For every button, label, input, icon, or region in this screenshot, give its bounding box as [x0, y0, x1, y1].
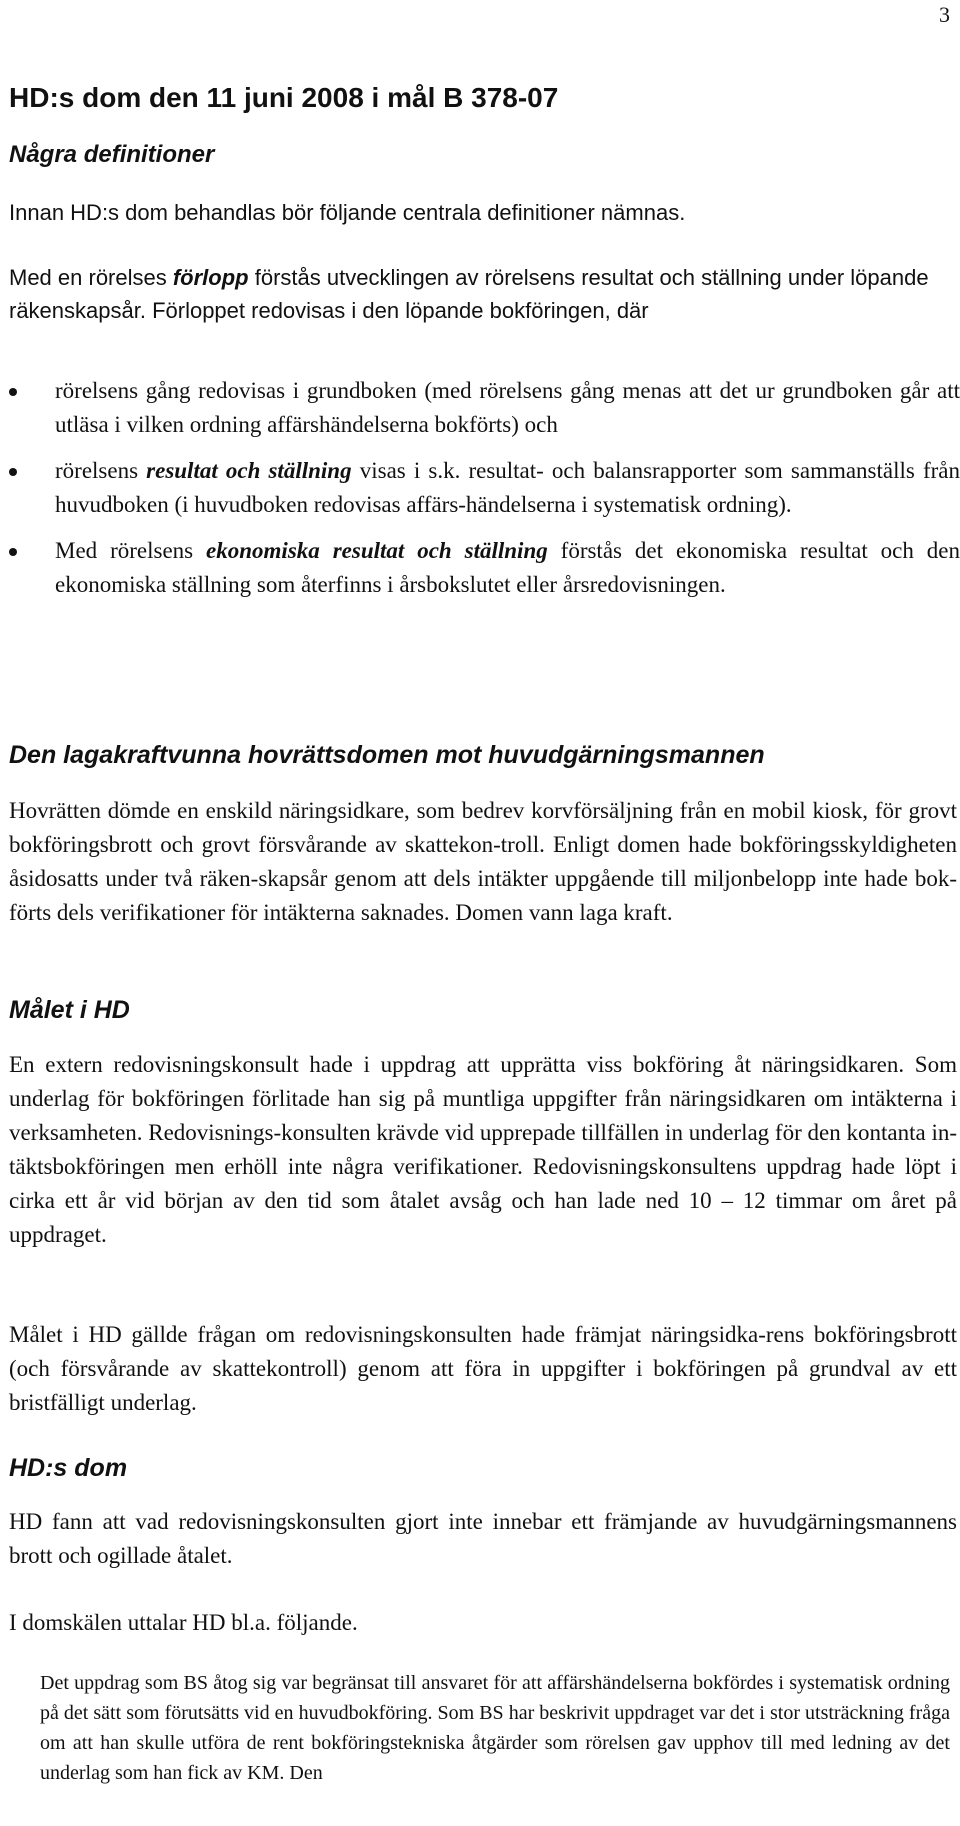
bullet-dot-icon: [9, 468, 17, 476]
bullet-text-before: rörelsens: [55, 458, 147, 483]
bullet-text-after: förstås det ekonomiska resultat och den ekonomiska ställning som återfinns i årsbokslutet eller årsredovisningen.: [55, 538, 960, 597]
forlopp-text-before: Med en rörelses: [9, 265, 173, 290]
section-heading-hd-dom: HD:s dom: [9, 1454, 128, 1482]
definition-bullet-list: [0, 374, 960, 602]
bullet-term: ekonomiska resultat och ställning: [206, 538, 548, 563]
bullet-text: rörelsens gång redovisas i grundboken (med rörelsens gång menas att det ur grundboken går att utläsa i vilken ordning affärshändelserna bokförts) och: [55, 378, 960, 437]
bullet-item-grundbok: [0, 374, 960, 442]
page-number: 3: [939, 2, 950, 27]
forlopp-term: förlopp: [172, 265, 249, 290]
section-hovratt-body: Hovrätten dömde en enskild näringsidkare, som bedrev korvförsäljning från en mobil kiosk, för grovt bokföringsbrott och grovt försvårande av skattekon-troll. Enligt domen hade bokföringsskyldigheten åsidosatts under två räken-skapsår genom att dels intäkter uppgående till miljonbelopp inte hade bok-förts dels verifikationer för intäkterna saknades. Domen vann laga kraft.: [9, 798, 957, 925]
section-hd-dom-body1: HD fann att vad redovisningskonsulten gjort inte innebar ett främjande av huvudgärningsmannens brott och ogillade åtalet.: [9, 1509, 957, 1568]
section-heading-malet: Målet i HD: [9, 996, 130, 1024]
forlopp-paragraph: [9, 261, 949, 327]
section-malet-body2: Målet i HD gällde frågan om redovisningskonsulten hade främjat näringsidka-rens bokföringsbrott (och försvårande av skattekontroll) genom att föra in uppgifter i bokföringen på grundval av ett bristfälligt underlag.: [9, 1322, 957, 1415]
bullet-item-ekonomiska: [0, 534, 960, 602]
page-title: HD:s dom den 11 juni 2008 i mål B 378-07: [9, 82, 559, 113]
bullet-text-after: visas i s.k. resultat- och balansrapporter som sammanställs från huvudboken (i huvudboken redovisas affärs-händelserna i systematisk ordning).: [55, 458, 960, 517]
bullet-term: resultat och ställning: [146, 458, 352, 483]
intro-paragraph: Innan HD:s dom behandlas bör följande centrala definitioner nämnas.: [9, 200, 686, 225]
bullet-text-before: Med rörelsens: [55, 538, 207, 563]
bullet-dot-icon: [9, 388, 17, 396]
definitions-subheading: Några definitioner: [9, 141, 215, 168]
section-hd-dom-body2: I domskälen uttalar HD bl.a. följande.: [9, 1610, 358, 1635]
forlopp-text-after: förstås utvecklingen av rörelsens resultat och ställning under löpande räkenskapsår. Förloppet redovisas i den löpande bokföringen, där: [9, 265, 929, 323]
court-quote: Det uppdrag som BS åtog sig var begränsat till ansvaret för att affärshändelserna bokfördes i systematisk ordning på det sätt som förutsätts vid en huvudbokföring. Som BS har beskrivit uppdraget var det i stor utsträckning fråga om att han skulle utföra de rent bokföringstekniska åtgärder som rörelsen gav upphov till med ledning av det underlag som han fick av KM. Den: [40, 1672, 950, 1784]
bullet-item-resultat: [0, 454, 960, 522]
section-malet-body1: En extern redovisningskonsult hade i uppdrag att upprätta viss bokföring åt näringsidkaren. Som underlag för bokföringen förlitade han sig på muntliga uppgifter från näringsidkaren om intäkterna i verksamheten. Redovisnings-konsulten krävde vid upprepade tillfällen in underlag för den kontanta in-täktsbokföringen men erhöll inte några verifikationer. Redovisningskonsultens uppdrag hade löpt i cirka ett år vid början av den tid som åtalet avsåg och han lade ned 10 – 12 timmar om året på uppdraget.: [9, 1052, 957, 1247]
section-heading-hovratt: Den lagakraftvunna hovrättsdomen mot huvudgärningsmannen: [9, 741, 765, 769]
bullet-dot-icon: [9, 548, 17, 556]
